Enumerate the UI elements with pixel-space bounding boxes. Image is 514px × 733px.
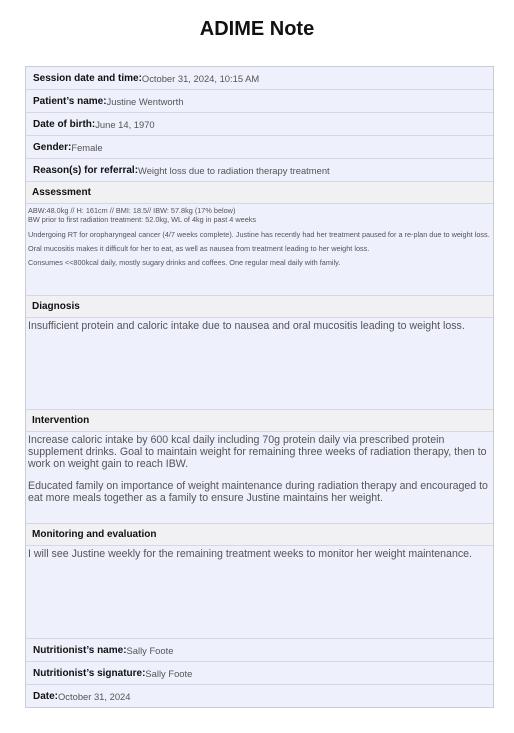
patient-row: [26, 90, 493, 113]
nutritionist-signature-row: [26, 662, 493, 685]
monitoring-panel: [26, 546, 493, 639]
patient-value: Justine Wentworth: [106, 95, 184, 107]
intervention-para-1: Increase caloric intake by 600 kcal daily including 70g protein daily via prescribed protein supplement drinks. Goal to maintain weight for remaining three weeks of radiation therapy, then to work on weight gain to reach IBW.: [28, 434, 487, 470]
assessment-panel: [26, 204, 493, 296]
document-title: ADIME Note: [199, 18, 315, 40]
nutritionist-name-value: Sally Foote: [126, 644, 174, 656]
session-label: Session date and time:: [33, 72, 142, 84]
assessment-para-3: Oral mucositis makes it difficult for her to eat, as well as nausea from treatment leading to her weight loss.: [28, 244, 370, 253]
gender-value: Female: [71, 141, 103, 153]
diagnosis-panel: [26, 318, 493, 410]
assessment-line-2: BW prior to first radiation treatment: 52.0kg, WL of 4kg in past 4 weeks: [28, 215, 257, 224]
intervention-heading: Intervention: [26, 410, 493, 432]
assessment-para-2: Undergoing RT for oropharyngeal cancer (4/7 weeks complete). Justine has recently had her treatment paused for a re-plan due to weight loss.: [28, 230, 490, 239]
dob-value: June 14, 1970: [95, 118, 155, 130]
assessment-para-4: Consumes <<800kcal daily, mostly sugary drinks and coffees. One regular meal daily with family.: [28, 258, 341, 267]
nutritionist-signature-label: Nutritionist’s signature:: [33, 667, 146, 679]
intervention-panel: [26, 432, 493, 524]
gender-row: [26, 136, 493, 159]
referral-row: [26, 159, 493, 182]
dob-label: Date of birth:: [33, 118, 96, 130]
gender-label: Gender:: [33, 141, 72, 153]
monitoring-text: I will see Justine weekly for the remaining treatment weeks to monitor her weight maintenance.: [28, 548, 472, 560]
date-label: Date:: [33, 690, 59, 702]
assessment-line-1: ABW:48.0kg // H: 161cm // BMI: 18.5// IBW: 57.8kg (17% below): [28, 206, 236, 215]
session-value: October 31, 2024, 10:15 AM: [141, 72, 260, 84]
nutritionist-name-row: [26, 639, 493, 662]
session-row: [26, 67, 493, 90]
monitoring-heading: Monitoring and evaluation: [26, 524, 493, 546]
dob-row: [26, 113, 493, 136]
date-value: October 31, 2024: [58, 690, 131, 702]
date-row: [26, 685, 493, 707]
patient-label: Patient’s name:: [33, 95, 107, 107]
intervention-para-2: Educated family on importance of weight maintenance during radiation therapy and encouraged to eat more meals together as a family to ensure Justine maintains her weight.: [28, 480, 488, 504]
assessment-heading: Assessment: [26, 182, 493, 204]
diagnosis-text: Insufficient protein and caloric intake due to nausea and oral mucositis leading to weight loss.: [28, 320, 465, 332]
nutritionist-signature-value: Sally Foote: [145, 667, 193, 679]
adime-form: [25, 66, 494, 708]
referral-label: Reason(s) for referral:: [33, 164, 139, 176]
nutritionist-name-label: Nutritionist’s name:: [33, 644, 127, 656]
referral-value: Weight loss due to radiation therapy treatment: [138, 164, 330, 176]
diagnosis-heading: Diagnosis: [26, 296, 493, 318]
